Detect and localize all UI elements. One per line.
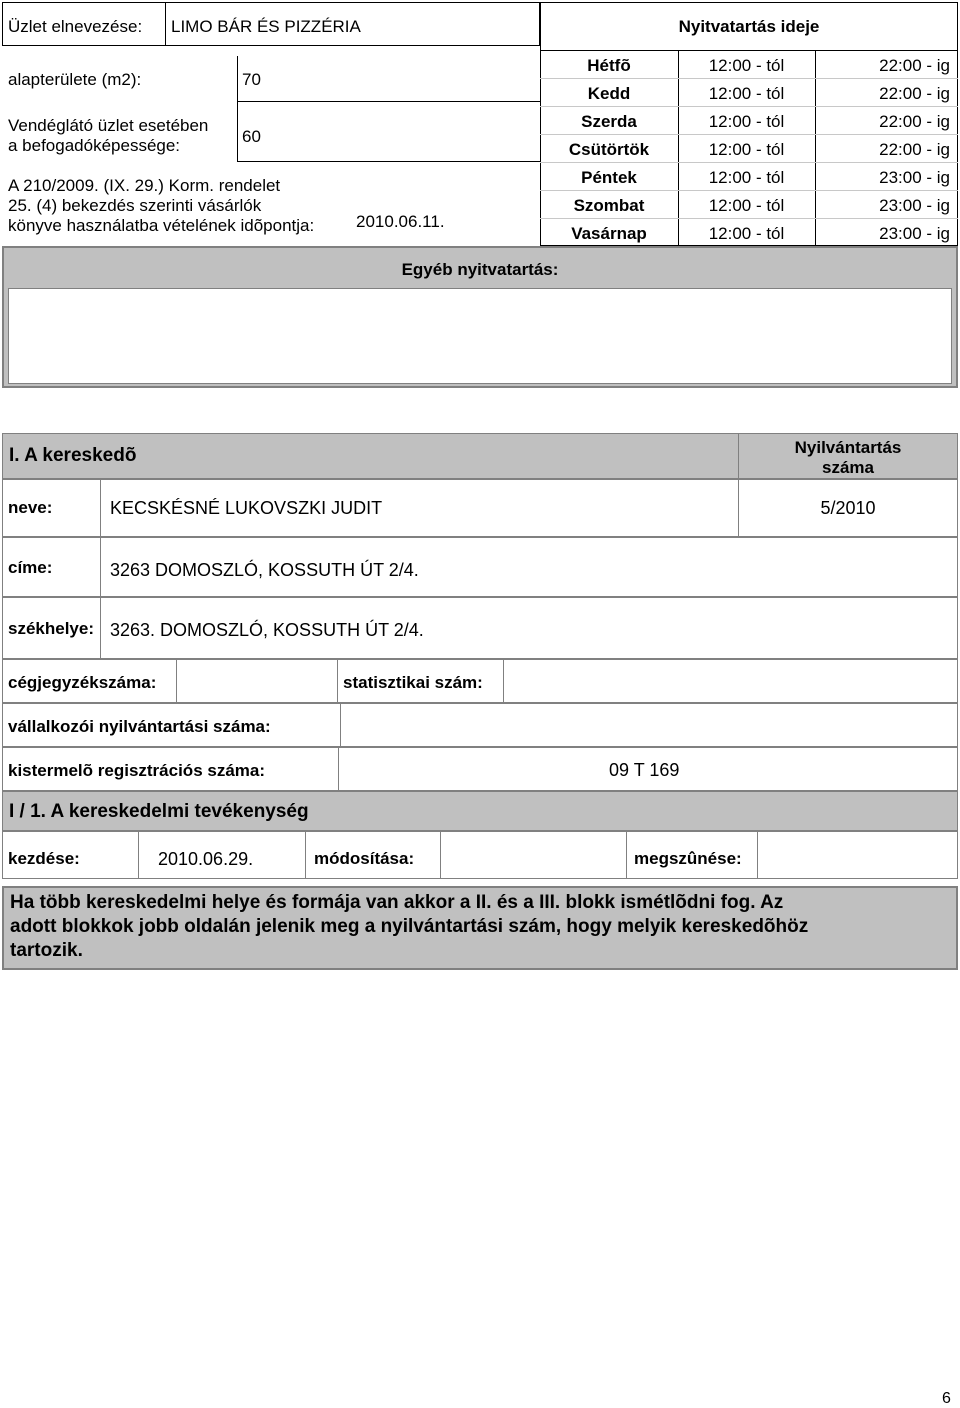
activity-modify-label: módosítása:	[314, 849, 415, 868]
opening-day-from: 12:00 - tól	[708, 84, 785, 103]
opening-day-to: 22:00 - ig	[879, 56, 950, 75]
note-line-3: tartozik.	[10, 940, 83, 961]
reg-header-line-2: száma	[822, 458, 874, 477]
activity-end-label: megszûnése:	[634, 849, 742, 868]
other-opening-field	[8, 288, 952, 384]
opening-day-from: 12:00 - tól	[708, 112, 785, 131]
register-date-value: 2010.06.11.	[356, 212, 445, 231]
opening-hours-title: Nyitvatartás ideje	[678, 17, 820, 36]
register-label-1: A 210/2009. (IX. 29.) Korm. rendelet	[8, 176, 281, 195]
activity-start-value: 2010.06.29.	[158, 849, 254, 869]
page-number: 6	[942, 1390, 951, 1407]
register-label-3: könyve használatba vételének idõpontja:	[8, 216, 315, 235]
opening-row-divider	[540, 162, 958, 163]
opening-day-to: 22:00 - ig	[879, 112, 950, 131]
producer-reg-value: 09 T 169	[609, 760, 680, 780]
capacity-value: 60	[242, 127, 261, 146]
trader-title-bar	[2, 433, 739, 479]
opening-day-name: Szombat	[573, 196, 645, 215]
opening-day-to: 22:00 - ig	[879, 140, 950, 159]
opening-day-to: 23:00 - ig	[879, 224, 950, 243]
trader-name-label: neve:	[8, 498, 53, 517]
opening-day-to: 23:00 - ig	[879, 168, 950, 187]
trader-name-value: KECSKÉSNÉ LUKOVSZKI JUDIT	[110, 498, 383, 518]
activity-dates-row	[2, 831, 958, 879]
activity-section-title: I / 1. A kereskedelmi tevékenység	[9, 801, 309, 822]
entrepreneur-reg-label: vállalkozói nyilvántartási száma:	[8, 717, 271, 736]
reg-number-header	[738, 433, 958, 479]
other-opening-box	[2, 246, 958, 388]
company-reg-label: cégjegyzékszáma:	[8, 673, 157, 692]
opening-day-name: Csütörtök	[568, 140, 650, 159]
area-value: 70	[242, 70, 261, 89]
opening-day-name: Kedd	[587, 84, 631, 103]
shop-name-label: Üzlet elnevezése:	[8, 17, 143, 36]
capacity-label-1: Vendéglátó üzlet esetében	[8, 116, 209, 135]
opening-day-from: 12:00 - tól	[708, 56, 785, 75]
trader-address-label: címe:	[8, 558, 53, 577]
opening-row-divider	[540, 218, 958, 219]
reg-header-line-1: Nyilvántartás	[794, 438, 902, 457]
opening-day-from: 12:00 - tól	[708, 224, 785, 243]
opening-day-from: 12:00 - tól	[708, 168, 785, 187]
stat-number-label: statisztikai szám:	[343, 673, 483, 692]
activity-start-label: kezdése:	[8, 849, 80, 868]
register-label-2: 25. (4) bekezdés szerinti vásárlók	[8, 196, 262, 215]
trader-seat-value: 3263. DOMOSZLÓ, KOSSUTH ÚT 2/4.	[110, 620, 424, 640]
note-box	[2, 886, 958, 970]
opening-row-divider	[540, 190, 958, 191]
note-line-2: adott blokkok jobb oldalán jelenik meg a nyilvántartási szám, hogy melyik kereskedõhöz	[10, 916, 809, 937]
opening-day-name: Hétfõ	[587, 56, 631, 75]
trader-seat-label: székhelye:	[8, 619, 94, 638]
opening-day-name: Vasárnap	[571, 224, 647, 243]
trader-section-title: I. A kereskedõ	[9, 445, 137, 466]
producer-reg-label: kistermelõ regisztrációs száma:	[8, 761, 266, 780]
shop-name-value: LIMO BÁR ÉS PIZZÉRIA	[171, 17, 361, 36]
opening-row-divider	[540, 134, 958, 135]
area-label: alapterülete (m2):	[8, 70, 142, 89]
capacity-label-2: a befogadóképessége:	[8, 136, 181, 155]
opening-day-name: Péntek	[581, 168, 637, 187]
opening-day-from: 12:00 - tól	[708, 196, 785, 215]
opening-day-name: Szerda	[581, 112, 637, 131]
other-opening-label: Egyéb nyitvatartás:	[401, 260, 559, 279]
opening-day-from: 12:00 - tól	[708, 140, 785, 159]
opening-row-divider	[540, 106, 958, 107]
note-line-1: Ha több kereskedelmi helye és formája van akkor a II. és a III. blokk ismétlõdni fog. Az	[10, 892, 784, 913]
opening-day-to: 22:00 - ig	[879, 84, 950, 103]
opening-day-to: 23:00 - ig	[879, 196, 950, 215]
reg-number-value: 5/2010	[820, 498, 876, 518]
trader-address-value: 3263 DOMOSZLÓ, KOSSUTH ÚT 2/4.	[110, 560, 419, 580]
opening-row-divider	[540, 78, 958, 79]
activity-title-bar	[2, 791, 958, 831]
